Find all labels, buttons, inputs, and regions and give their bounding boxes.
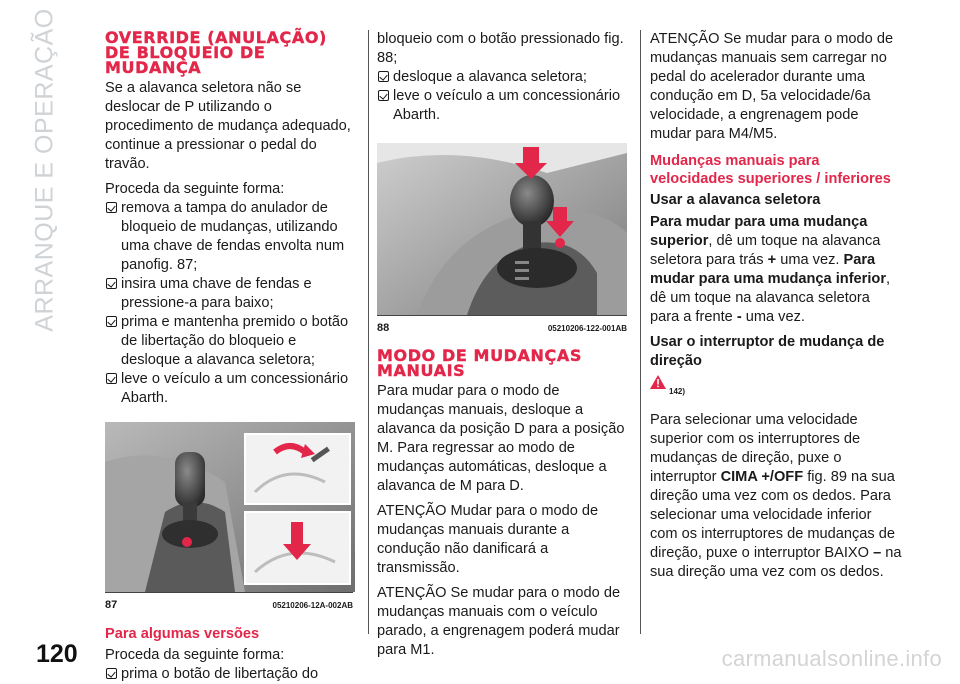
heading-use-lever: Usar a alavanca seletora (650, 192, 821, 208)
paragraph: ATENÇÃO Se mudar para o modo de mudanças manuais sem carregar no pedal do acelerador durante uma condução em D, 5a velocidade/6a velocidade, a engrenagem pode mudar para M4/M5. (650, 31, 894, 142)
paragraph: ATENÇÃO Mudar para o modo de mudanças manuais durante a condução não danificará a transmissão. (377, 503, 599, 576)
column-1 (105, 30, 353, 684)
figure-code: 05210206-122-001AB (547, 324, 627, 333)
figure-87-image (105, 422, 355, 592)
column-2 (377, 30, 627, 666)
paragraph: Proceda da seguinte forma: (105, 647, 285, 663)
paragraph: Se a alavanca seletora não se deslocar de P utilizando o procedimento de mudança adequado, continue a pressionar o pedal do travão. (105, 80, 351, 172)
subheading-some-versions: Para algumas versões (105, 626, 260, 642)
section-heading-manual-mode: MODO DE MUDANÇAS MANUAIS (377, 346, 582, 380)
side-section-title (14, 8, 76, 332)
checkbox-bullet-icon (378, 71, 389, 82)
list-item: leve o veículo a um concessionário Abarth. (377, 87, 627, 125)
warning-reference (650, 375, 902, 401)
checkbox-bullet-icon (378, 90, 389, 101)
list-item: prima o botão de libertação do (105, 665, 353, 684)
figure-number: 88 (377, 322, 390, 334)
checkbox-bullet-icon (106, 278, 117, 289)
figure-88-image (377, 143, 627, 315)
checkbox-bullet-icon (106, 668, 117, 679)
checkbox-bullet-icon (106, 373, 117, 384)
paragraph: ATENÇÃO Se mudar para o modo de mudanças manuais com o veículo parado, a engrenagem poderá mudar para M1. (377, 585, 621, 658)
checkbox-bullet-icon (106, 316, 117, 327)
column-3 (650, 30, 902, 588)
list-item: insira uma chave de fendas e pressione-a para baixo; (105, 275, 353, 313)
figure-88-caption (377, 315, 627, 338)
list-item: desloque a alavanca seletora; (377, 68, 627, 87)
gear-lever-console-illustration (105, 422, 355, 592)
heading-use-paddle-switch: Usar o interruptor de mudança de direção (650, 334, 885, 369)
paragraph-paddle: Para selecionar uma velocidade superior com os interruptores de mudanças de direção, puxe o interruptor CIMA +/OFF fig. 89 na sua direção uma vez com os dedos. Para selecionar uma velocidade inferior com os interruptores de mudanças de direção, puxe o interruptor BAIXO – na sua direção uma vez com os dedos. (650, 412, 902, 580)
list-item: remova a tampa do anulador de bloqueio de mudanças, utilizando uma chave de fendas envolta num panofig. 87; (105, 199, 353, 275)
subheading-manual-shifts: Mudanças manuais para velocidades superiores / inferiores (650, 153, 891, 187)
paragraph: Para mudar para o modo de mudanças manuais, desloque a alavanca da posição D para a posição M. Para regressar ao modo de mudanças automáticas, desloque a alavanca de M para D. (377, 383, 625, 494)
warning-triangle-icon (650, 375, 666, 389)
paragraph: Proceda da seguinte forma: (105, 181, 285, 197)
side-section-title-text: ARRANQUE E OPERAÇÃO (30, 8, 59, 332)
gear-lever-release-illustration (377, 143, 627, 315)
page-number: 120 (36, 640, 78, 668)
column-divider (640, 30, 641, 634)
paragraph-upshift: Para mudar para uma mudança superior, dê um toque na alavanca seletora para trás + uma vez. Para mudar para uma mudança inferior, dê um toque na alavanca seletora para a frente - uma vez. (650, 214, 891, 325)
warning-ref-number: 142) (669, 387, 686, 396)
figure-87-caption (105, 592, 353, 615)
checkbox-bullet-icon (106, 202, 117, 213)
section-heading-override: OVERRIDE (ANULAÇÃO) DE BLOQUEIO DE MUDANÇA (105, 28, 327, 77)
paragraph: bloqueio com o botão pressionado fig. 88; (377, 31, 624, 66)
list-item: prima e mantenha premido o botão de libertação do bloqueio e desloque a alavanca seletora; (105, 313, 353, 370)
list-item: leve o veículo a um concessionário Abarth. (105, 370, 353, 408)
figure-number: 87 (105, 599, 118, 611)
watermark: carmanualsonline.info (721, 646, 942, 671)
figure-code: 05210206-12A-002AB (272, 601, 353, 610)
column-divider (368, 30, 369, 634)
